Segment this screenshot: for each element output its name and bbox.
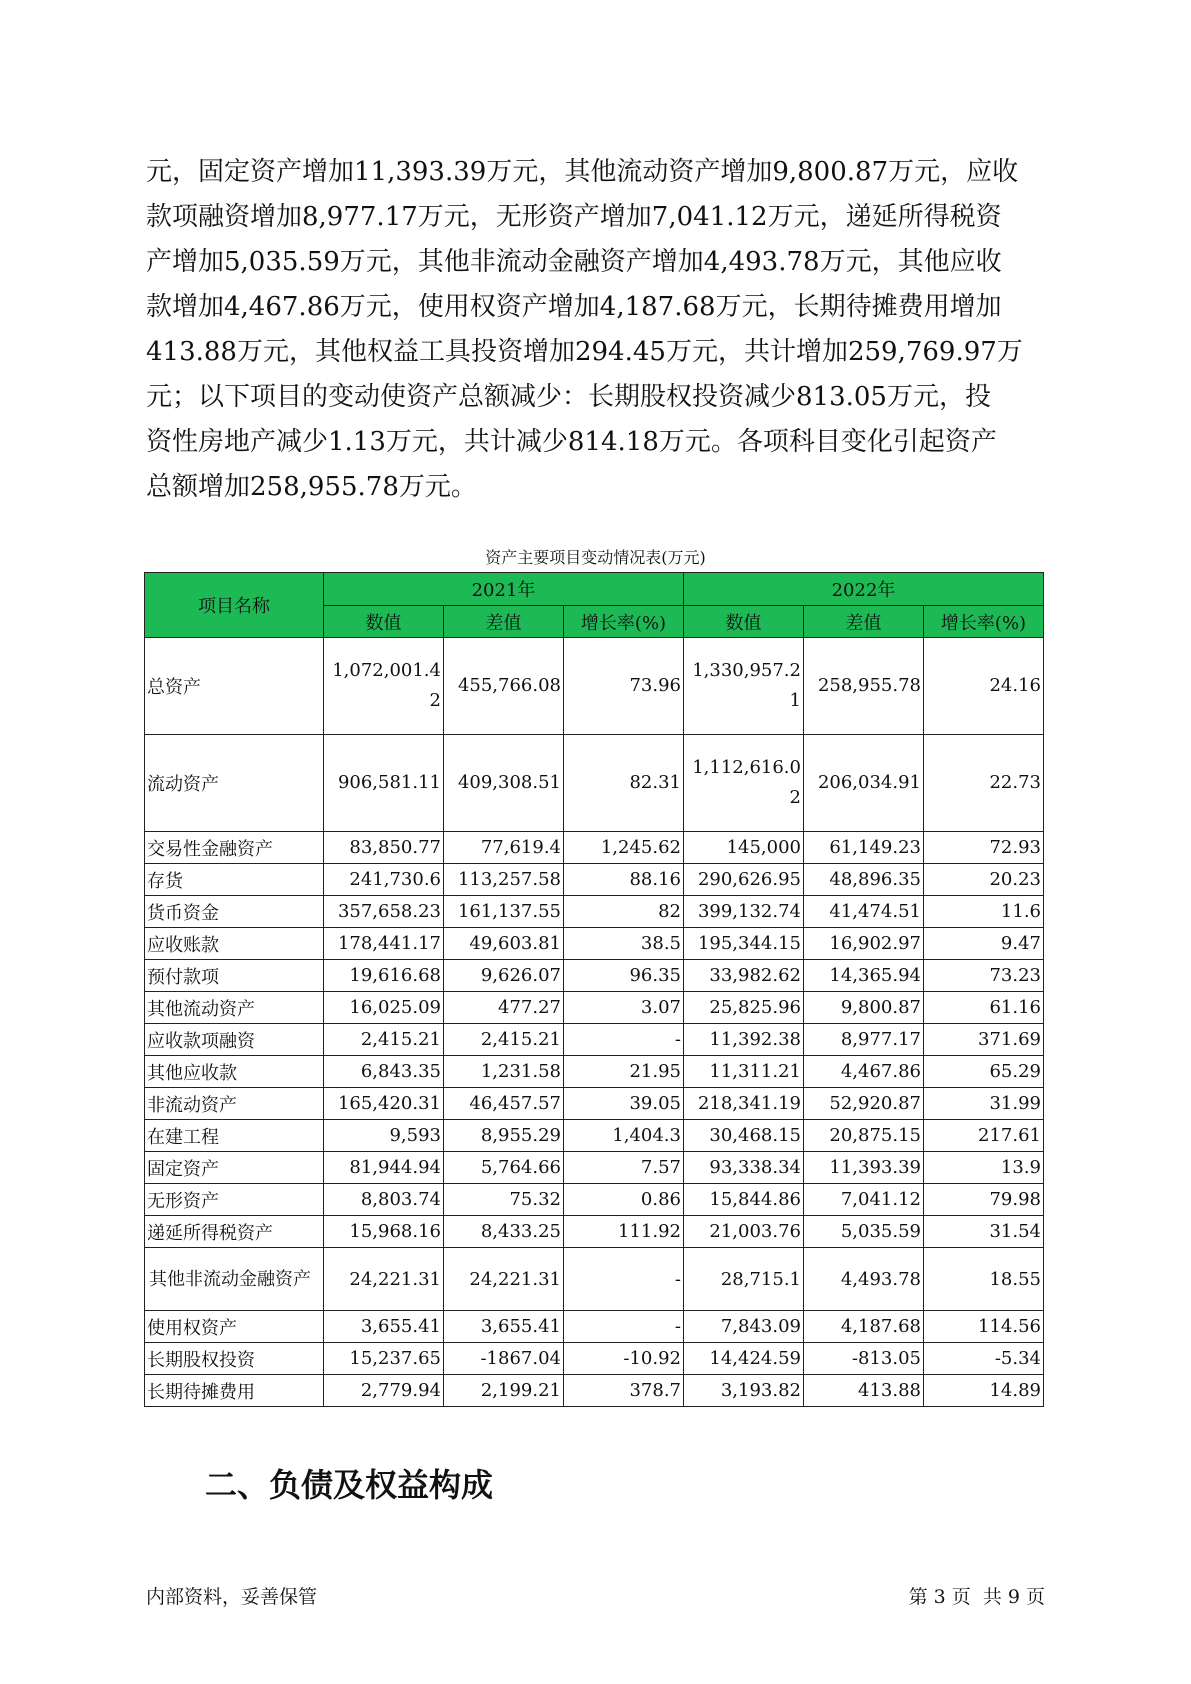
paragraph-line: 款项融资增加8,977.17万元，无形资产增加7,041.12万元，递延所得税资 (146, 202, 1002, 232)
row-value-cell: 378.7 (564, 1375, 684, 1407)
row-value-cell: 11,392.38 (684, 1024, 804, 1056)
row-value-cell: 1,072,001.42 (324, 638, 444, 735)
row-value-cell: 2,415.21 (324, 1024, 444, 1056)
row-value-cell: 52,920.87 (804, 1088, 924, 1120)
row-value-cell: 1,112,616.02 (684, 735, 804, 832)
row-item-name: 使用权资产 (145, 1311, 324, 1343)
paragraph-line: 总额增加258,955.78万元。 (146, 472, 477, 502)
header-year-2021: 2021年 (324, 573, 684, 606)
row-value-cell: 241,730.6 (324, 864, 444, 896)
row-value-cell: 16,902.97 (804, 928, 924, 960)
row-value-cell: 258,955.78 (804, 638, 924, 735)
footer-page-number: 第 3 页 共 9 页 (908, 1586, 1045, 1608)
paragraph-line: 413.88万元，其他权益工具投资增加294.45万元，共计增加259,769.97万 (146, 337, 1023, 367)
row-value-cell: 8,803.74 (324, 1184, 444, 1216)
row-value-cell: 83,850.77 (324, 832, 444, 864)
row-value-cell: 6,843.35 (324, 1056, 444, 1088)
row-value-cell: 11,311.21 (684, 1056, 804, 1088)
row-value-cell: 15,968.16 (324, 1216, 444, 1248)
row-value-cell: 31.54 (924, 1216, 1044, 1248)
row-item-name: 交易性金融资产 (145, 832, 324, 864)
row-value-cell: 217.61 (924, 1120, 1044, 1152)
row-value-cell: 28,715.1 (684, 1248, 804, 1311)
row-value-cell: 73.96 (564, 638, 684, 735)
row-value-cell: 96.35 (564, 960, 684, 992)
footer-confidential-note: 内部资料，妥善保管 (146, 1586, 318, 1608)
row-value-cell: 81,944.94 (324, 1152, 444, 1184)
row-value-cell: 371.69 (924, 1024, 1044, 1056)
row-value-cell: 93,338.34 (684, 1152, 804, 1184)
row-value-cell: 73.23 (924, 960, 1044, 992)
row-value-cell: 39.05 (564, 1088, 684, 1120)
row-value-cell: 1,404.3 (564, 1120, 684, 1152)
table-row (145, 1343, 1044, 1375)
row-value-cell: 413.88 (804, 1375, 924, 1407)
row-value-cell: 30,468.15 (684, 1120, 804, 1152)
row-value-cell: 9.47 (924, 928, 1044, 960)
row-value-cell: 14.89 (924, 1375, 1044, 1407)
row-value-cell: 65.29 (924, 1056, 1044, 1088)
row-value-cell: 7,041.12 (804, 1184, 924, 1216)
row-value-cell: 82.31 (564, 735, 684, 832)
row-value-cell: 22.73 (924, 735, 1044, 832)
row-value-cell: 7.57 (564, 1152, 684, 1184)
paragraph-line: 资性房地产减少1.13万元，共计减少814.18万元。各项科目变化引起资产 (146, 427, 997, 457)
row-item-name: 非流动资产 (145, 1088, 324, 1120)
row-value-cell: 61.16 (924, 992, 1044, 1024)
row-value-cell: 5,035.59 (804, 1216, 924, 1248)
row-item-name: 固定资产 (145, 1152, 324, 1184)
row-value-cell: 357,658.23 (324, 896, 444, 928)
body-paragraph (146, 150, 1046, 510)
paragraph-line: 元，固定资产增加11,393.39万元，其他流动资产增加9,800.87万元，应收 (146, 157, 1019, 187)
table-caption: 资产主要项目变动情况表(万元) (485, 548, 706, 567)
row-value-cell: 206,034.91 (804, 735, 924, 832)
row-value-cell: 13.9 (924, 1152, 1044, 1184)
row-value-cell: 3,193.82 (684, 1375, 804, 1407)
row-item-name: 其他应收款 (145, 1056, 324, 1088)
table-row (145, 1024, 1044, 1056)
row-value-cell: 24.16 (924, 638, 1044, 735)
table-row (145, 832, 1044, 864)
row-value-cell: 61,149.23 (804, 832, 924, 864)
paragraph-line: 款增加4,467.86万元，使用权资产增加4,187.68万元，长期待摊费用增加 (146, 292, 1002, 322)
row-value-cell: 2,199.21 (444, 1375, 564, 1407)
row-value-cell: 8,433.25 (444, 1216, 564, 1248)
header-difference: 差值 (444, 606, 564, 638)
row-value-cell: 46,457.57 (444, 1088, 564, 1120)
row-item-name: 无形资产 (145, 1184, 324, 1216)
row-value-cell: 16,025.09 (324, 992, 444, 1024)
row-value-cell: 4,467.86 (804, 1056, 924, 1088)
paragraph-line: 产增加5,035.59万元，其他非流动金融资产增加4,493.78万元，其他应收 (146, 247, 1002, 277)
row-item-name: 递延所得税资产 (145, 1216, 324, 1248)
row-item-name: 在建工程 (145, 1120, 324, 1152)
header-difference: 差值 (804, 606, 924, 638)
row-value-cell: -5.34 (924, 1343, 1044, 1375)
header-value: 数值 (324, 606, 444, 638)
row-value-cell: 2,415.21 (444, 1024, 564, 1056)
row-value-cell: 24,221.31 (324, 1248, 444, 1311)
row-value-cell: 38.5 (564, 928, 684, 960)
row-item-name: 长期待摊费用 (145, 1375, 324, 1407)
row-value-cell: 11.6 (924, 896, 1044, 928)
row-value-cell: 3,655.41 (444, 1311, 564, 1343)
row-value-cell: 14,424.59 (684, 1343, 804, 1375)
header-growth-rate: 增长率(%) (564, 606, 684, 638)
row-value-cell: 1,231.58 (444, 1056, 564, 1088)
row-value-cell: -10.92 (564, 1343, 684, 1375)
row-value-cell: 41,474.51 (804, 896, 924, 928)
row-value-cell: 15,237.65 (324, 1343, 444, 1375)
row-value-cell: 20,875.15 (804, 1120, 924, 1152)
row-value-cell: 1,330,957.21 (684, 638, 804, 735)
header-value: 数值 (684, 606, 804, 638)
row-item-name: 应收账款 (145, 928, 324, 960)
row-value-cell: 113,257.58 (444, 864, 564, 896)
table-row (145, 1088, 1044, 1120)
row-value-cell: 0.86 (564, 1184, 684, 1216)
row-value-cell: 15,844.86 (684, 1184, 804, 1216)
row-value-cell: 4,493.78 (804, 1248, 924, 1311)
row-item-name: 其他流动资产 (145, 992, 324, 1024)
table-row (145, 992, 1044, 1024)
row-value-cell: 75.32 (444, 1184, 564, 1216)
row-item-name: 预付款项 (145, 960, 324, 992)
row-item-name: 存货 (145, 864, 324, 896)
row-value-cell: -1867.04 (444, 1343, 564, 1375)
row-value-cell: 20.23 (924, 864, 1044, 896)
header-growth-rate: 增长率(%) (924, 606, 1044, 638)
row-value-cell: 9,593 (324, 1120, 444, 1152)
row-value-cell: 399,132.74 (684, 896, 804, 928)
table-row (145, 1120, 1044, 1152)
row-value-cell: 8,955.29 (444, 1120, 564, 1152)
table-row (145, 928, 1044, 960)
row-value-cell: 19,616.68 (324, 960, 444, 992)
row-item-name: 货币资金 (145, 896, 324, 928)
section-heading: 二、负债及权益构成 (205, 1466, 494, 1504)
row-item-name: 流动资产 (145, 735, 324, 832)
row-value-cell: - (564, 1311, 684, 1343)
row-value-cell: 79.98 (924, 1184, 1044, 1216)
row-item-name: 应收款项融资 (145, 1024, 324, 1056)
table-row (145, 896, 1044, 928)
row-value-cell: -813.05 (804, 1343, 924, 1375)
row-value-cell: 145,000 (684, 832, 804, 864)
row-value-cell: 111.92 (564, 1216, 684, 1248)
row-value-cell: 3.07 (564, 992, 684, 1024)
row-value-cell: 906,581.11 (324, 735, 444, 832)
header-item-name: 项目名称 (145, 573, 324, 638)
row-value-cell: 11,393.39 (804, 1152, 924, 1184)
row-value-cell: 77,619.4 (444, 832, 564, 864)
table-row (145, 960, 1044, 992)
row-item-name: 长期股权投资 (145, 1343, 324, 1375)
table-row (145, 1152, 1044, 1184)
row-value-cell: 161,137.55 (444, 896, 564, 928)
table-row (145, 1375, 1044, 1407)
row-value-cell: 7,843.09 (684, 1311, 804, 1343)
table-row (145, 638, 1044, 735)
row-value-cell: 1,245.62 (564, 832, 684, 864)
row-value-cell: 8,977.17 (804, 1024, 924, 1056)
row-value-cell: 455,766.08 (444, 638, 564, 735)
row-value-cell: 9,800.87 (804, 992, 924, 1024)
table-row (145, 1248, 1044, 1311)
row-value-cell: 21.95 (564, 1056, 684, 1088)
table-row (145, 864, 1044, 896)
row-value-cell: 31.99 (924, 1088, 1044, 1120)
row-item-name: 总资产 (145, 638, 324, 735)
row-value-cell: 290,626.95 (684, 864, 804, 896)
row-value-cell: 24,221.31 (444, 1248, 564, 1311)
row-value-cell: 33,982.62 (684, 960, 804, 992)
table-row (145, 1184, 1044, 1216)
row-value-cell: 195,344.15 (684, 928, 804, 960)
table-row (145, 1216, 1044, 1248)
row-value-cell: 25,825.96 (684, 992, 804, 1024)
paragraph-line: 元；以下项目的变动使资产总额减少：长期股权投资减少813.05万元，投 (146, 382, 991, 412)
row-value-cell: 409,308.51 (444, 735, 564, 832)
asset-change-table (144, 572, 1044, 1407)
row-value-cell: 5,764.66 (444, 1152, 564, 1184)
row-value-cell: 72.93 (924, 832, 1044, 864)
table-row (145, 735, 1044, 832)
row-value-cell: 9,626.07 (444, 960, 564, 992)
row-value-cell: - (564, 1248, 684, 1311)
row-item-name: 其他非流动金融资产 (145, 1248, 324, 1311)
table-body (145, 638, 1044, 1407)
row-value-cell: 18.55 (924, 1248, 1044, 1311)
row-value-cell: 165,420.31 (324, 1088, 444, 1120)
row-value-cell: 178,441.17 (324, 928, 444, 960)
table-row (145, 1311, 1044, 1343)
row-value-cell: 2,779.94 (324, 1375, 444, 1407)
row-value-cell: 114.56 (924, 1311, 1044, 1343)
row-value-cell: 14,365.94 (804, 960, 924, 992)
row-value-cell: 88.16 (564, 864, 684, 896)
table-row (145, 1056, 1044, 1088)
row-value-cell: 49,603.81 (444, 928, 564, 960)
row-value-cell: 3,655.41 (324, 1311, 444, 1343)
row-value-cell: 4,187.68 (804, 1311, 924, 1343)
row-value-cell: 82 (564, 896, 684, 928)
row-value-cell: - (564, 1024, 684, 1056)
row-value-cell: 21,003.76 (684, 1216, 804, 1248)
row-value-cell: 218,341.19 (684, 1088, 804, 1120)
row-value-cell: 477.27 (444, 992, 564, 1024)
row-value-cell: 48,896.35 (804, 864, 924, 896)
header-year-2022: 2022年 (684, 573, 1044, 606)
